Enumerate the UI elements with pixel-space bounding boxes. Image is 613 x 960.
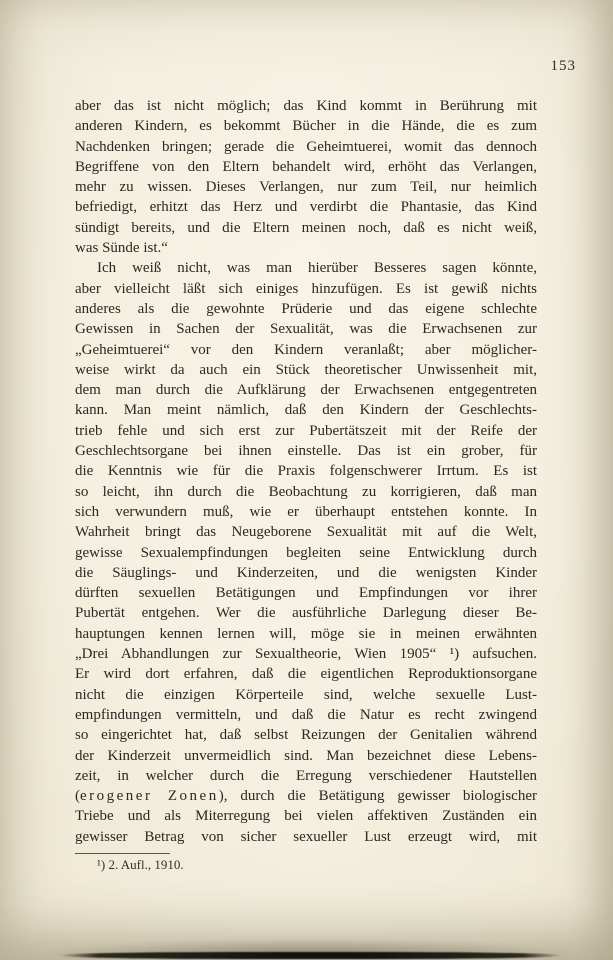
- text-line: sündigt bereits, und die Eltern meinen noch, daß es nicht weiß,: [75, 219, 537, 236]
- text-line: Triebe und als Miterregung bei vielen affektiven Zuständen ein: [75, 808, 537, 825]
- text-line: Wahrheit bringt das Neugeborene Sexualität mit auf die Welt,: [75, 524, 537, 541]
- text-line: hauptungen kennen lernen will, möge sie in meinen erwähnten: [75, 625, 537, 642]
- text-line: gewisser Betrag von sicher sexueller Lust erzeugt wird, mit: [75, 828, 537, 845]
- paragraph: [75, 258, 537, 847]
- emphasized-spaced-text: erogener Zonen: [80, 788, 219, 805]
- text-line: Geschlechtsorgane bei ihnen einstelle. Das ist ein grober, für: [75, 443, 537, 460]
- text-line: die Säuglings- und Kinderzeiten, und die wenigsten Kinder: [75, 564, 537, 581]
- text-line: Nachdenken bringen; gerade die Geheimtuerei, womit das dennoch: [75, 138, 537, 155]
- text-line: Ich weiß nicht, was man hierüber Besseres sagen könnte,: [97, 260, 537, 277]
- text-line: nicht die einzigen Körperteile sind, welche sexuelle Lust-: [75, 686, 537, 703]
- text-line: der Kinderzeit unvermeidlich sind. Man bezeichnet diese Lebens-: [75, 747, 537, 764]
- text-line: zeit, in welcher durch die Erregung verschiedener Hautstellen: [75, 767, 537, 784]
- text-line: Begriffene von den Eltern behandelt wird, erhöht das Verlangen,: [75, 158, 537, 175]
- text-line: die Kenntnis wie für die Praxis folgenschwerer Irrtum. Es ist: [75, 463, 537, 480]
- text-line: weise wirkt da auch ein Stück theoretischer Unwissenheit mit,: [75, 361, 537, 378]
- footnote-separator: [75, 853, 170, 854]
- text-line: dürften sexuellen Betätigungen und Empfindungen vor ihrer: [75, 585, 537, 602]
- text-line: aber das ist nicht möglich; das Kind kommt in Berührung mit: [75, 98, 537, 114]
- paragraph: [75, 96, 537, 258]
- footnote-text: ¹) 2. Aufl., 1910.: [97, 857, 184, 872]
- text-line: (erogener Zonen), durch die Betätigung gewisser biologischer: [75, 788, 537, 805]
- page-bottom-shadow: [58, 952, 563, 959]
- text-line: kann. Man meint nämlich, daß den Kindern der Geschlechts-: [75, 402, 537, 419]
- text-line: was Sünde ist.“: [75, 240, 168, 257]
- text-line: „Geheimtuerei“ vor den Kindern veranlaßt; aber möglicher-: [75, 341, 537, 358]
- text-line: empfindungen vermitteln, und daß die Natur es recht zwingend: [75, 706, 537, 723]
- text-line: Er wird dort erfahren, daß die eigentlichen Reproduktionsorgane: [75, 666, 537, 683]
- text-line: aber vielleicht läßt sich einiges hinzufügen. Es ist gewiß nichts: [75, 280, 537, 297]
- text-line: gewisse Sexualempfindungen begleiten seine Entwicklung durch: [75, 544, 537, 561]
- text-line: sich verwundern muß, wie er überhaupt entstehen konnte. In: [75, 503, 537, 520]
- text-line: Pubertät entgehen. Wer die ausführliche Darlegung dieser Be-: [75, 605, 537, 622]
- text-line: anderes als die gewohnte Prüderie und das eigene schlechte: [75, 300, 537, 317]
- page-bottom-shadow-soft: [40, 938, 578, 956]
- text-line: dem man durch die Aufklärung der Erwachsenen entgegentreten: [75, 382, 537, 399]
- text-line: so leicht, ihn durch die Beobachtung zu korrigieren, daß man: [75, 483, 537, 500]
- text-line: befriedigt, erhitzt das Herz und verdirbt die Phantasie, das Kind: [75, 199, 537, 216]
- text-line: mehr zu wissen. Dieses Verlangen, nur zum Teil, nur heimlich: [75, 179, 537, 196]
- text-line: Gewissen in Sachen der Sexualität, was die Erwachsenen zur: [75, 321, 537, 338]
- text-line: „Drei Abhandlungen zur Sexualtheorie, Wien 1905“ ¹) aufsuchen.: [75, 646, 537, 663]
- text-line: anderen Kindern, es bekommt Bücher in die Hände, die es zum: [75, 118, 537, 135]
- text-line: so eingerichtet hat, daß selbst Reizungen der Genitalien während: [75, 727, 537, 744]
- text-line: trieb fehle und sich erst zur Pubertätszeit mit der Reife der: [75, 422, 537, 439]
- page-number: 153: [550, 58, 576, 74]
- text-block: [75, 96, 537, 847]
